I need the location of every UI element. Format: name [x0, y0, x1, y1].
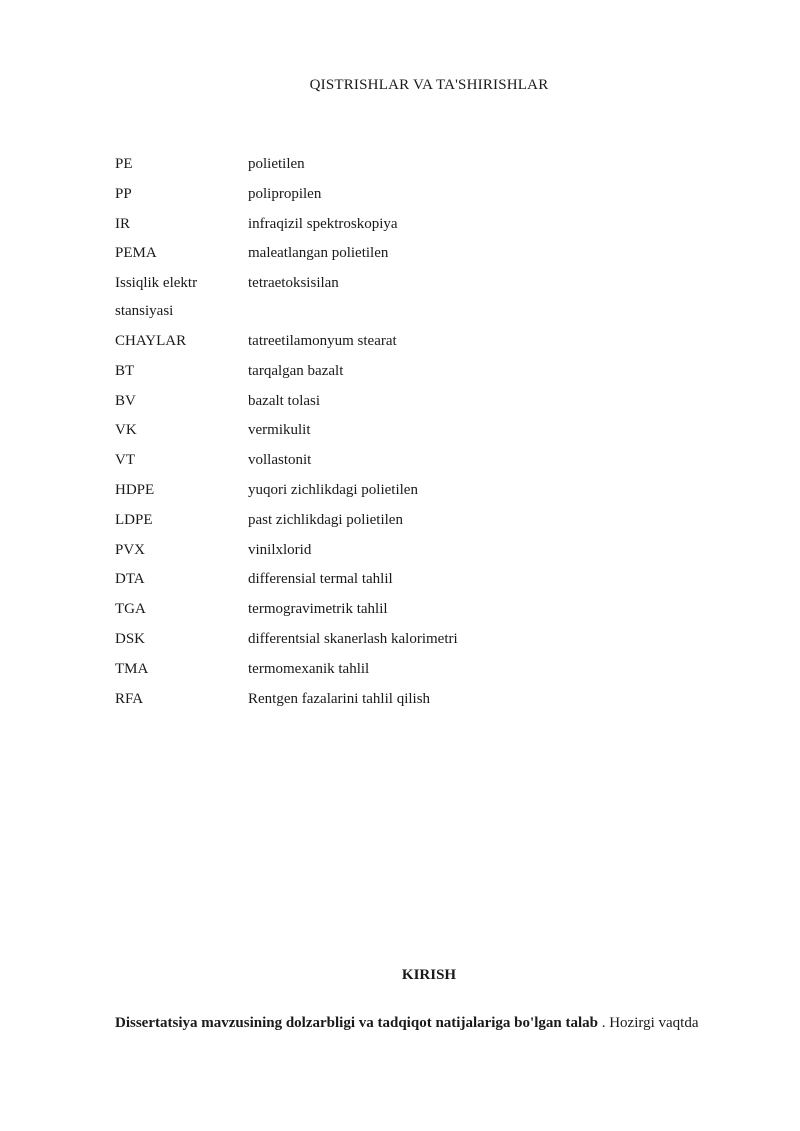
abbreviation-code: CHAYLAR: [115, 332, 187, 349]
list-item: [115, 210, 615, 238]
list-item: [115, 685, 615, 713]
abbreviation-meaning: tetraetoksisilan: [248, 275, 339, 292]
list-item: [115, 150, 615, 178]
abbreviation-meaning: differentsial skanerlash kalorimetri: [248, 630, 458, 647]
abbreviation-meaning: tatreetilamonyum stearat: [248, 332, 397, 349]
section-heading: KIRISH: [401, 967, 457, 983]
abbreviation-code: IR: [115, 215, 130, 232]
abbreviation-code: PP: [115, 185, 132, 202]
abbreviation-code: VK: [115, 422, 137, 439]
list-item: [115, 446, 615, 474]
intro-paragraph: [115, 1015, 755, 1032]
abbreviation-meaning: vollastonit: [248, 452, 312, 469]
abbreviation-code: DTA: [115, 571, 145, 588]
list-item: [115, 327, 615, 355]
abbreviation-meaning: maleatlangan polietilen: [248, 245, 389, 262]
abbreviation-meaning: yuqori zichlikdagi polietilen: [248, 481, 418, 498]
list-item: [115, 655, 615, 683]
abbreviations-list: [115, 150, 615, 714]
abbreviation-code: BT: [115, 362, 135, 379]
abbreviation-code: LDPE: [115, 511, 153, 528]
list-item: [115, 357, 615, 385]
abbreviation-meaning: vinilxlorid: [248, 541, 312, 558]
list-item: [115, 180, 615, 208]
list-item: [115, 476, 615, 504]
page-title: QISTRISHLAR VA TA'SHIRISHLAR: [309, 77, 549, 93]
abbreviation-code: RFA: [115, 690, 144, 707]
abbreviation-code: PE: [115, 156, 133, 172]
abbreviation-code: DSK: [115, 630, 146, 647]
list-item: [115, 269, 615, 325]
abbreviation-code: TGA: [115, 601, 146, 618]
abbreviation-meaning: Rentgen fazalarini tahlil qilish: [248, 690, 431, 707]
abbreviation-meaning: polietilen: [248, 156, 305, 172]
list-item: [115, 595, 615, 623]
abbreviation-meaning: infraqizil spektroskopiya: [248, 215, 398, 232]
abbreviation-meaning: termomexanik tahlil: [248, 660, 370, 677]
abbreviation-meaning: vermikulit: [248, 422, 311, 439]
intro-text: . Hozirgi vaqtda: [597, 1015, 699, 1031]
abbreviation-code: VT: [115, 452, 135, 469]
abbreviation-meaning: termogravimetrik tahlil: [248, 601, 388, 618]
abbreviation-code: HDPE: [115, 481, 155, 498]
list-item: [115, 387, 615, 415]
list-item: [115, 536, 615, 564]
abbreviation-code: Issiqlik elektr stansiyasi: [115, 275, 198, 320]
abbreviation-code: BV: [115, 392, 136, 409]
abbreviation-meaning: bazalt tolasi: [248, 392, 321, 409]
list-item: [115, 506, 615, 534]
intro-bold-text: Dissertatsiya mavzusining dolzarbligi va tadqiqot natijalariga bo'lgan talab: [115, 1015, 598, 1031]
list-item: [115, 416, 615, 444]
abbreviation-meaning: polipropilen: [248, 185, 322, 202]
abbreviation-code: PEMA: [115, 245, 157, 262]
abbreviation-code: TMA: [115, 660, 149, 677]
list-item: [115, 565, 615, 593]
abbreviation-code: PVX: [115, 541, 146, 558]
abbreviation-meaning: tarqalgan bazalt: [248, 362, 344, 379]
abbreviation-meaning: differensial termal tahlil: [248, 571, 393, 588]
list-item: [115, 625, 615, 653]
list-item: [115, 239, 615, 267]
abbreviation-meaning: past zichlikdagi polietilen: [248, 511, 403, 528]
